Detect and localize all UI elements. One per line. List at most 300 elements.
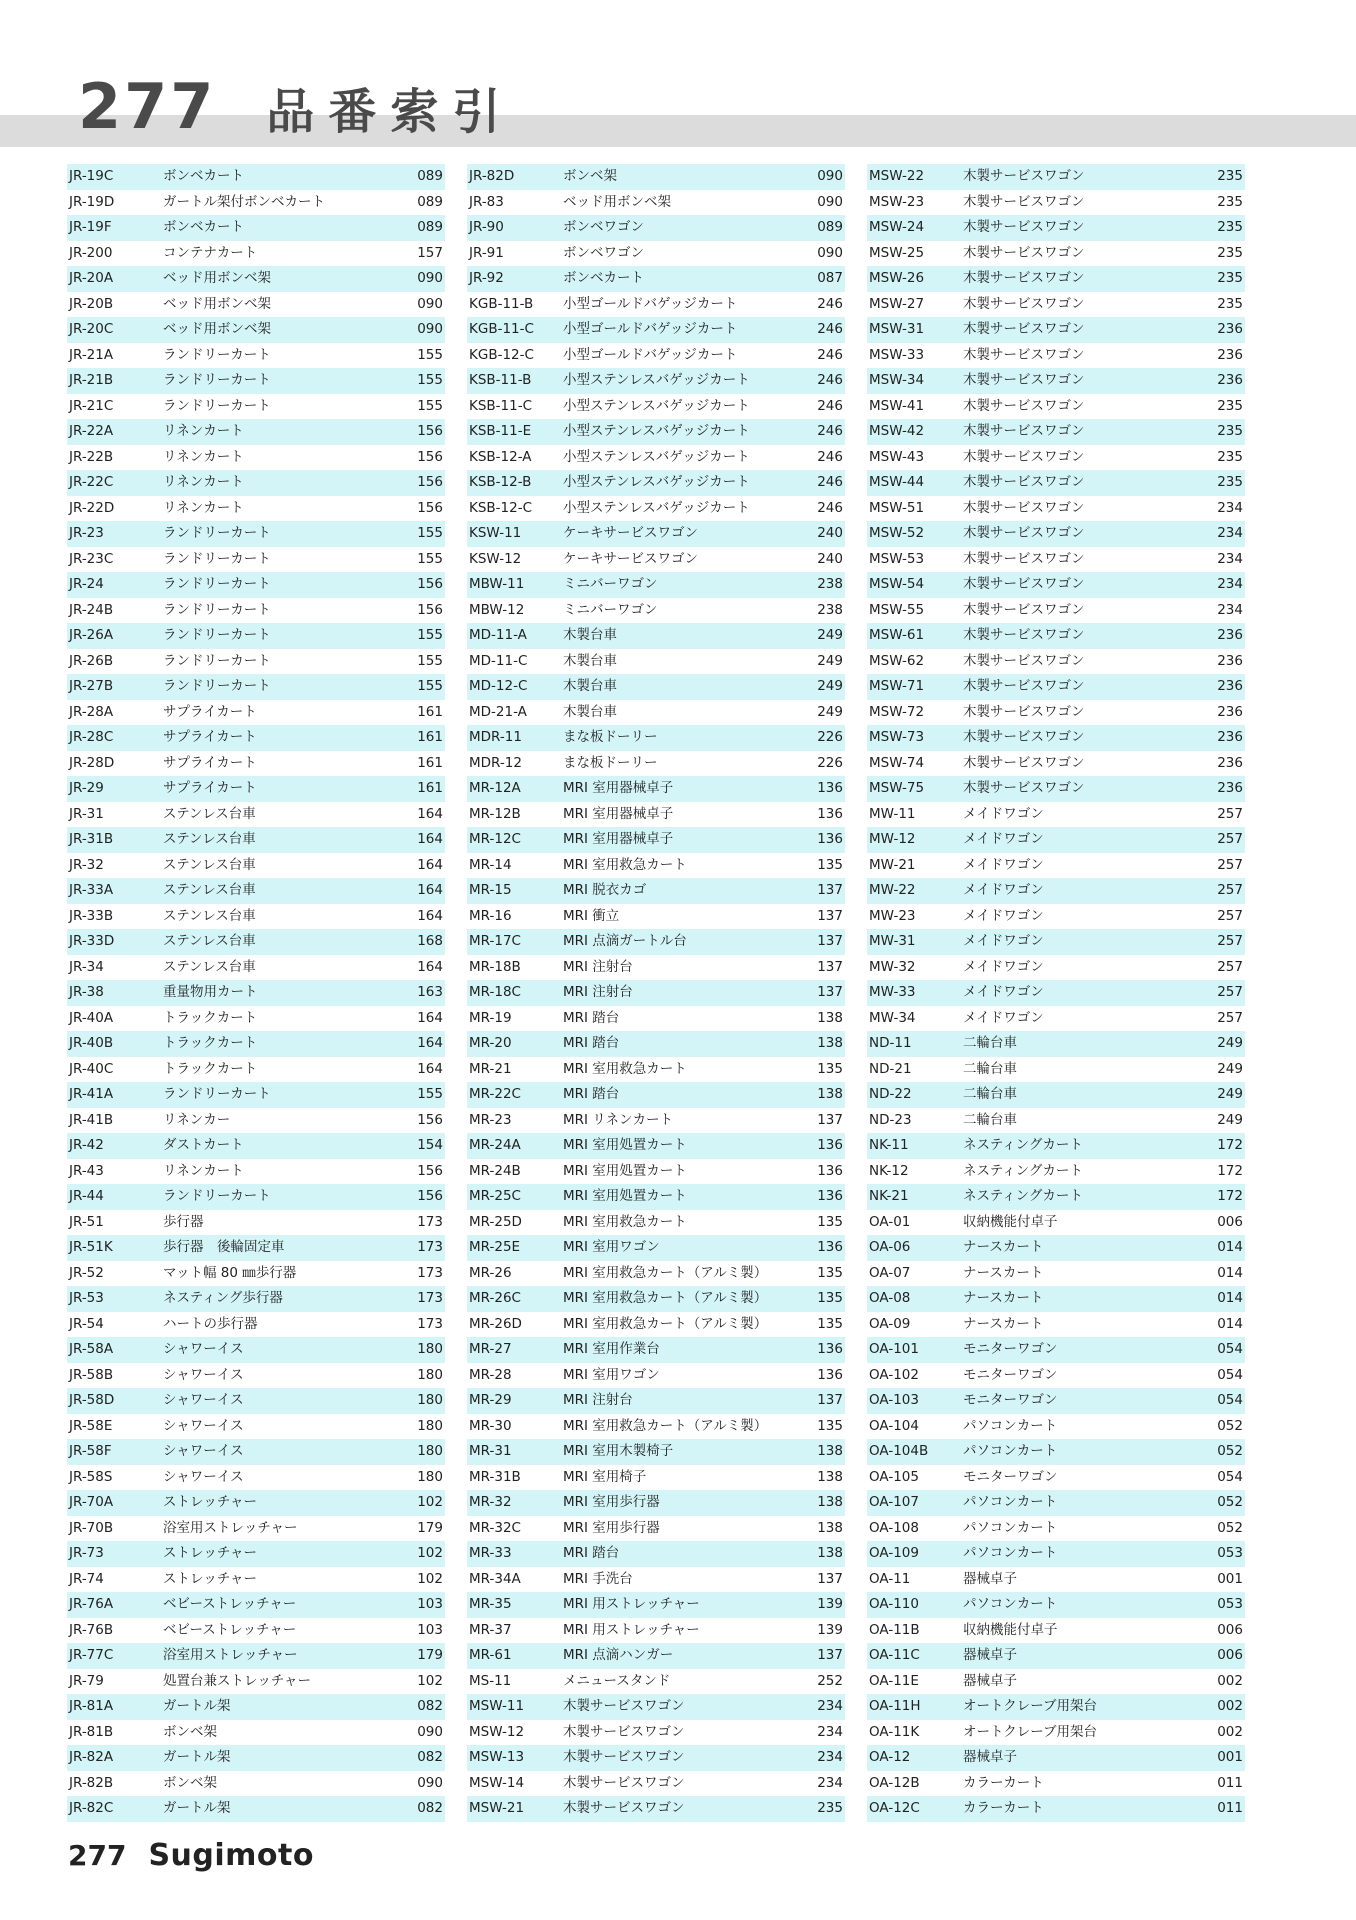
index-row xyxy=(467,317,845,343)
product-code: MR-23 xyxy=(469,1111,512,1128)
product-name: シャワーイス xyxy=(163,1392,244,1408)
page-ref: 235 xyxy=(1217,244,1243,261)
product-code: JR-23 xyxy=(69,525,104,541)
page-ref: 137 xyxy=(817,984,843,1000)
product-code: JR-19F xyxy=(69,219,112,235)
product-name: MRI 点滴ガートル台 xyxy=(563,933,687,949)
product-code: MR-37 xyxy=(469,1621,512,1638)
page-ref: 168 xyxy=(417,933,443,949)
product-code: MW-23 xyxy=(869,907,916,924)
page-ref: 136 xyxy=(817,805,843,822)
index-row xyxy=(867,1541,1245,1567)
product-code: OA-102 xyxy=(869,1366,919,1383)
product-name: ランドリーカート xyxy=(163,652,271,669)
index-row xyxy=(867,955,1245,981)
product-name: モニターワゴン xyxy=(963,1366,1058,1383)
index-row xyxy=(467,1159,845,1185)
product-name: 重量物用カート xyxy=(163,984,258,1000)
product-code: JR-34 xyxy=(69,958,104,975)
index-row xyxy=(67,164,445,190)
page-ref: 156 xyxy=(417,576,443,592)
product-name: シャワーイス xyxy=(163,1443,244,1459)
page-ref: 136 xyxy=(817,1162,843,1179)
product-code: JR-43 xyxy=(69,1162,104,1179)
index-row xyxy=(67,1082,445,1108)
page-ref: 138 xyxy=(817,1468,843,1485)
page-ref: 138 xyxy=(817,1443,843,1459)
index-row xyxy=(67,1414,445,1440)
product-code: KSB-11-B xyxy=(469,372,532,388)
product-name: ネスティングカート xyxy=(963,1162,1083,1179)
product-code: MD-11-A xyxy=(469,627,527,643)
product-code: JR-51K xyxy=(69,1239,113,1255)
index-row xyxy=(867,980,1245,1006)
product-code: MW-22 xyxy=(869,882,916,898)
index-row xyxy=(467,980,845,1006)
product-name: パソコンカート xyxy=(963,1417,1058,1434)
product-name: MRI 室用ワゴン xyxy=(563,1366,660,1383)
page-ref: 155 xyxy=(417,1086,443,1102)
page-ref: 138 xyxy=(817,1086,843,1102)
product-code: JR-58E xyxy=(69,1417,113,1434)
index-row xyxy=(67,1694,445,1720)
page-ref: 249 xyxy=(817,652,843,669)
index-row xyxy=(467,674,845,700)
page-ref: 156 xyxy=(417,601,443,618)
index-row xyxy=(867,1694,1245,1720)
index-row xyxy=(467,853,845,879)
product-name: ナースカート xyxy=(963,1315,1044,1332)
page-ref: 136 xyxy=(817,1341,843,1357)
product-name: 小型ステンレスバゲッジカート xyxy=(563,499,750,516)
index-row xyxy=(67,266,445,292)
page-ref: 156 xyxy=(417,499,443,516)
index-row xyxy=(867,1159,1245,1185)
product-code: MS-11 xyxy=(469,1672,512,1689)
product-name: メイドワゴン xyxy=(963,907,1044,924)
page-ref: 014 xyxy=(1217,1239,1243,1255)
product-code: OA-109 xyxy=(869,1545,919,1561)
product-code: MSW-24 xyxy=(869,219,925,235)
product-code: JR-83 xyxy=(469,193,504,210)
product-code: MR-18C xyxy=(469,984,521,1000)
product-code: KSB-12-B xyxy=(469,474,532,490)
page-ref: 236 xyxy=(1217,346,1243,363)
product-name: パソコンカート xyxy=(963,1545,1058,1561)
product-code: JR-24B xyxy=(69,601,114,618)
product-name: 木製サービスワゴン xyxy=(963,423,1085,439)
index-row xyxy=(467,1388,845,1414)
product-name: MRI 室用救急カート（アルミ製） xyxy=(563,1417,768,1434)
page-ref: 236 xyxy=(1217,729,1243,745)
index-row xyxy=(867,827,1245,853)
product-name: ボンベ架 xyxy=(163,1723,217,1740)
page-ref: 138 xyxy=(817,1545,843,1561)
product-code: KGB-11-C xyxy=(469,321,534,337)
page-ref: 180 xyxy=(417,1468,443,1485)
product-name: 木製サービスワゴン xyxy=(963,576,1085,592)
product-name: ハートの歩行器 xyxy=(163,1315,258,1332)
product-code: MSW-74 xyxy=(869,754,925,771)
index-row xyxy=(867,929,1245,955)
product-code: JR-31B xyxy=(69,831,114,847)
product-name: ネスティングカート xyxy=(963,1188,1083,1204)
page-ref: 235 xyxy=(1217,423,1243,439)
product-code: MBW-11 xyxy=(469,576,525,592)
product-name: ベッド用ボンベ架 xyxy=(163,270,271,286)
index-row xyxy=(867,1082,1245,1108)
index-row xyxy=(467,1439,845,1465)
index-row xyxy=(467,190,845,216)
index-row xyxy=(867,1337,1245,1363)
product-name: ボンベカート xyxy=(163,219,244,235)
page-ref: 002 xyxy=(1217,1723,1243,1740)
product-code: KSW-11 xyxy=(469,525,522,541)
index-row xyxy=(867,751,1245,777)
page-ref: 161 xyxy=(417,703,443,720)
product-code: JR-41A xyxy=(69,1086,114,1102)
product-code: MR-12A xyxy=(469,780,521,796)
product-code: MR-14 xyxy=(469,856,512,873)
product-name: MRI 室用作業台 xyxy=(563,1341,660,1357)
product-code: MSW-27 xyxy=(869,295,925,312)
index-row xyxy=(867,1235,1245,1261)
page-ref: 138 xyxy=(817,1009,843,1026)
product-name: 二輪台車 xyxy=(963,1086,1017,1102)
page-ref: 252 xyxy=(817,1672,843,1689)
product-name: パソコンカート xyxy=(963,1494,1058,1510)
product-code: JR-52 xyxy=(69,1264,104,1281)
index-row xyxy=(67,292,445,318)
product-code: MR-34A xyxy=(469,1570,521,1587)
index-row xyxy=(467,1312,845,1338)
product-name: ミニバーワゴン xyxy=(563,576,658,592)
page-ref: 246 xyxy=(817,397,843,414)
index-row xyxy=(67,1261,445,1287)
page-ref: 136 xyxy=(817,780,843,796)
product-name: メイドワゴン xyxy=(963,933,1044,949)
product-name: ミニバーワゴン xyxy=(563,601,658,618)
index-row xyxy=(67,1465,445,1491)
page-ref: 161 xyxy=(417,754,443,771)
index-row xyxy=(867,1720,1245,1746)
page-ref: 172 xyxy=(1217,1162,1243,1179)
index-row xyxy=(867,623,1245,649)
index-row xyxy=(467,1745,845,1771)
product-code: JR-73 xyxy=(69,1545,104,1561)
page-ref: 135 xyxy=(817,1060,843,1077)
page-ref: 135 xyxy=(817,1213,843,1230)
index-row xyxy=(867,266,1245,292)
index-row xyxy=(467,1618,845,1644)
page-ref: 173 xyxy=(417,1213,443,1230)
index-row xyxy=(867,1286,1245,1312)
product-name: トラックカート xyxy=(163,1009,258,1026)
index-row xyxy=(867,470,1245,496)
index-row xyxy=(67,1388,445,1414)
product-name: 二輪台車 xyxy=(963,1035,1017,1051)
product-code: JR-200 xyxy=(69,244,113,261)
product-code: OA-104 xyxy=(869,1417,919,1434)
product-code: MR-20 xyxy=(469,1035,512,1051)
product-name: 木製サービスワゴン xyxy=(963,474,1085,490)
page-ref: 053 xyxy=(1217,1545,1243,1561)
product-code: OA-12 xyxy=(869,1749,911,1765)
product-name: 小型ステンレスバゲッジカート xyxy=(563,423,750,439)
product-code: MR-30 xyxy=(469,1417,512,1434)
product-code: MR-26C xyxy=(469,1290,521,1306)
page-ref: 257 xyxy=(1217,1009,1243,1026)
index-row xyxy=(67,1235,445,1261)
page-ref: 102 xyxy=(417,1494,443,1510)
product-code: JR-91 xyxy=(469,244,504,261)
product-code: MDR-11 xyxy=(469,729,522,745)
product-name: 木製サービスワゴン xyxy=(963,219,1085,235)
product-name: MRI 踏台 xyxy=(563,1086,620,1102)
page-ref: 089 xyxy=(417,168,443,184)
page-ref: 090 xyxy=(817,244,843,261)
page-ref: 234 xyxy=(1217,525,1243,541)
product-name: MRI 踏台 xyxy=(563,1009,620,1026)
index-row xyxy=(467,904,845,930)
product-code: KSB-12-C xyxy=(469,499,533,516)
product-code: MR-24A xyxy=(469,1137,521,1153)
index-row xyxy=(67,1108,445,1134)
product-name: シャワーイス xyxy=(163,1341,244,1357)
page-ref: 087 xyxy=(817,270,843,286)
product-name: マット幅 80 ㎜歩行器 xyxy=(163,1264,297,1281)
product-code: JR-79 xyxy=(69,1672,104,1689)
product-code: MSW-14 xyxy=(469,1774,525,1791)
product-code: JR-28C xyxy=(69,729,114,745)
page-ref: 164 xyxy=(417,958,443,975)
page-ref: 082 xyxy=(417,1698,443,1714)
product-code: MR-24B xyxy=(469,1162,521,1179)
product-name: サプライカート xyxy=(163,729,257,745)
product-name: パソコンカート xyxy=(963,1596,1058,1612)
product-name: リネンカー xyxy=(163,1111,231,1128)
index-row xyxy=(467,572,845,598)
page-ref: 052 xyxy=(1217,1519,1243,1536)
product-code: OA-08 xyxy=(869,1290,911,1306)
product-name: MRI 室用救急カート xyxy=(563,1213,687,1230)
index-row xyxy=(867,649,1245,675)
product-code: JR-20B xyxy=(69,295,114,312)
product-code: MR-32C xyxy=(469,1519,521,1536)
page-ref: 172 xyxy=(1217,1137,1243,1153)
product-name: リネンカート xyxy=(163,1162,244,1179)
index-row xyxy=(67,878,445,904)
page-ref: 137 xyxy=(817,933,843,949)
product-code: MSW-33 xyxy=(869,346,925,363)
product-name: ランドリーカート xyxy=(163,1086,271,1102)
product-name: 木製サービスワゴン xyxy=(563,1749,685,1765)
index-row xyxy=(67,1745,445,1771)
product-code: OA-11 xyxy=(869,1570,911,1587)
product-name: 木製サービスワゴン xyxy=(963,295,1085,312)
product-name: ランドリーカート xyxy=(163,627,271,643)
page-ref: 161 xyxy=(417,729,443,745)
index-row xyxy=(67,904,445,930)
page-ref: 235 xyxy=(1217,474,1243,490)
product-code: JR-19C xyxy=(69,168,114,184)
product-name: 歩行器 後輪固定車 xyxy=(163,1239,285,1255)
product-name: ランドリーカート xyxy=(163,372,271,388)
product-name: ストレッチャー xyxy=(163,1494,257,1510)
product-code: OA-01 xyxy=(869,1213,911,1230)
index-row xyxy=(67,802,445,828)
index-row xyxy=(467,394,845,420)
product-name: MRI 室用器械卓子 xyxy=(563,831,674,847)
index-row xyxy=(67,853,445,879)
product-name: メイドワゴン xyxy=(963,856,1044,873)
product-name: 木製サービスワゴン xyxy=(963,270,1085,286)
page-ref: 236 xyxy=(1217,321,1243,337)
product-code: JR-22D xyxy=(69,499,115,516)
page-ref: 135 xyxy=(817,1290,843,1306)
index-row xyxy=(867,1745,1245,1771)
index-row xyxy=(867,190,1245,216)
page-ref: 001 xyxy=(1217,1749,1243,1765)
product-code: OA-11B xyxy=(869,1621,920,1638)
product-name: パソコンカート xyxy=(963,1443,1058,1459)
index-row xyxy=(67,190,445,216)
product-code: MD-11-C xyxy=(469,652,528,669)
product-code: OA-11C xyxy=(869,1647,920,1663)
index-row xyxy=(67,1184,445,1210)
page-ref: 235 xyxy=(1217,295,1243,312)
product-code: MW-21 xyxy=(869,856,916,873)
product-name: ベッド用ボンベ架 xyxy=(163,321,271,337)
index-row xyxy=(467,1592,845,1618)
index-row xyxy=(467,1337,845,1363)
product-code: MSW-12 xyxy=(469,1723,525,1740)
index-row xyxy=(67,1057,445,1083)
product-name: 木製サービスワゴン xyxy=(963,499,1085,516)
page-ref: 137 xyxy=(817,1111,843,1128)
product-code: JR-40C xyxy=(69,1060,114,1077)
product-name: MRI 室用ワゴン xyxy=(563,1239,660,1255)
product-code: MR-61 xyxy=(469,1647,512,1663)
product-code: MW-12 xyxy=(869,831,916,847)
index-row xyxy=(867,1592,1245,1618)
index-row xyxy=(867,394,1245,420)
product-code: OA-12B xyxy=(869,1774,920,1791)
product-name: オートクレーブ用架台 xyxy=(963,1698,1098,1714)
page-ref: 240 xyxy=(817,550,843,567)
index-row xyxy=(67,1567,445,1593)
product-code: MSW-26 xyxy=(869,270,925,286)
product-name: 器械卓子 xyxy=(963,1749,1017,1765)
index-row xyxy=(867,1465,1245,1491)
product-code: KGB-12-C xyxy=(469,346,534,363)
page-ref: 138 xyxy=(817,1035,843,1051)
index-row xyxy=(467,521,845,547)
index-row xyxy=(67,725,445,751)
page-ref: 164 xyxy=(417,1035,443,1051)
product-code: JR-21B xyxy=(69,372,114,388)
index-row xyxy=(467,1669,845,1695)
page-ref: 054 xyxy=(1217,1341,1243,1357)
page-ref: 136 xyxy=(817,1366,843,1383)
index-row xyxy=(467,496,845,522)
product-code: JR-33A xyxy=(69,882,114,898)
index-row xyxy=(67,623,445,649)
product-code: MW-32 xyxy=(869,958,916,975)
index-row xyxy=(467,1516,845,1542)
page-ref: 234 xyxy=(1217,601,1243,618)
page-ref: 246 xyxy=(817,499,843,516)
product-code: MSW-31 xyxy=(869,321,925,337)
product-code: MR-28 xyxy=(469,1366,512,1383)
product-name: リネンカート xyxy=(163,423,244,439)
product-name: MRI 室用歩行器 xyxy=(563,1494,660,1510)
page-ref: 235 xyxy=(1217,193,1243,210)
product-code: OA-06 xyxy=(869,1239,911,1255)
product-name: 木製サービスワゴン xyxy=(963,448,1085,465)
product-code: OA-110 xyxy=(869,1596,919,1612)
index-row xyxy=(67,1592,445,1618)
product-code: MSW-52 xyxy=(869,525,925,541)
product-name: 浴室用ストレッチャー xyxy=(163,1647,298,1663)
index-column-1 xyxy=(67,164,445,1822)
product-name: MRI 注射台 xyxy=(563,958,633,975)
page-header xyxy=(78,70,514,150)
product-name: ガートル架付ボンベカート xyxy=(163,193,325,210)
page-ref: 180 xyxy=(417,1341,443,1357)
page-ref: 103 xyxy=(417,1596,443,1612)
page-ref: 138 xyxy=(817,1519,843,1536)
product-name: 木製サービスワゴン xyxy=(963,780,1085,796)
product-code: JR-58D xyxy=(69,1392,115,1408)
page-ref: 180 xyxy=(417,1392,443,1408)
index-row xyxy=(467,215,845,241)
index-row xyxy=(867,904,1245,930)
page-ref: 156 xyxy=(417,448,443,465)
product-name: MRI 室用救急カート（アルミ製） xyxy=(563,1290,768,1306)
page-ref: 226 xyxy=(817,729,843,745)
product-name: MRI 注射台 xyxy=(563,1392,633,1408)
index-row xyxy=(467,368,845,394)
product-code: MR-12C xyxy=(469,831,521,847)
index-row xyxy=(67,1490,445,1516)
product-code: MSW-54 xyxy=(869,576,925,592)
page-ref: 179 xyxy=(417,1519,443,1536)
product-code: MBW-12 xyxy=(469,601,525,618)
product-name: ベッド用ボンベ架 xyxy=(163,295,271,312)
product-code: JR-76A xyxy=(69,1596,114,1612)
page-title: 品番索引 xyxy=(266,84,515,140)
page-ref: 235 xyxy=(1217,270,1243,286)
product-code: NK-11 xyxy=(869,1137,909,1153)
product-name: オートクレーブ用架台 xyxy=(963,1723,1098,1740)
product-name: ケーキサービスワゴン xyxy=(563,525,698,541)
product-name: メイドワゴン xyxy=(963,984,1044,1000)
product-name: シャワーイス xyxy=(163,1366,244,1383)
index-row xyxy=(867,241,1245,267)
product-name: シャワーイス xyxy=(163,1417,244,1434)
product-name: 木製台車 xyxy=(563,627,617,643)
product-name: 器械卓子 xyxy=(963,1647,1017,1663)
product-name: 木製台車 xyxy=(563,703,617,720)
product-name: MRI 点滴ハンガー xyxy=(563,1647,674,1663)
index-row xyxy=(67,419,445,445)
index-row xyxy=(467,1643,845,1669)
product-name: MRI 室用器械卓子 xyxy=(563,805,674,822)
page-ref: 137 xyxy=(817,1647,843,1663)
index-row xyxy=(867,1516,1245,1542)
page-ref: 234 xyxy=(817,1698,843,1714)
